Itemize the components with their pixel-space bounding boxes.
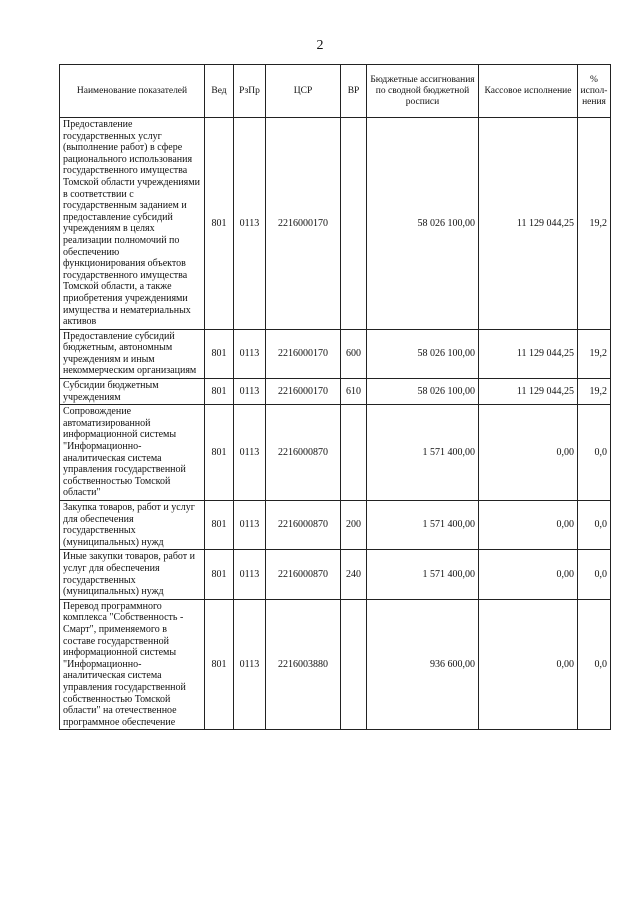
row-assignments: 58 026 100,00 [367,118,479,330]
row-vr [341,405,367,501]
table-row [60,599,611,730]
table-row [60,501,611,550]
row-assignments: 58 026 100,00 [367,329,479,378]
col-header-ved: Вед [205,65,234,118]
row-assignments: 58 026 100,00 [367,379,479,405]
table-row [60,405,611,501]
row-name: Иные закупки товаров, работ и услуг для обеспечения государственных (муниципальных) нужд [60,550,205,599]
row-rzpr: 0113 [234,379,266,405]
col-header-percent: % испол-нения [578,65,611,118]
row-ved: 801 [205,405,234,501]
row-vr: 240 [341,550,367,599]
row-rzpr: 0113 [234,118,266,330]
row-csr: 2216000170 [266,118,341,330]
row-ved: 801 [205,550,234,599]
row-vr [341,599,367,730]
col-header-rzpr: РзПр [234,65,266,118]
row-percent: 19,2 [578,118,611,330]
row-cash-execution: 11 129 044,25 [479,118,578,330]
row-name: Сопровождение автоматизированной информационной системы "Информационно-аналитическая система управления государственной собственностью Томской области" [60,405,205,501]
row-rzpr: 0113 [234,501,266,550]
row-percent: 0,0 [578,405,611,501]
row-ved: 801 [205,599,234,730]
row-cash-execution: 0,00 [479,599,578,730]
row-ved: 801 [205,118,234,330]
col-header-cash-execution: Кассовое исполнение [479,65,578,118]
row-csr: 2216003880 [266,599,341,730]
row-vr: 200 [341,501,367,550]
row-csr: 2216000870 [266,405,341,501]
col-header-name: Наименование показателей [60,65,205,118]
row-assignments: 1 571 400,00 [367,405,479,501]
row-ved: 801 [205,501,234,550]
row-name: Субсидии бюджетным учреждениям [60,379,205,405]
row-vr [341,118,367,330]
row-rzpr: 0113 [234,550,266,599]
budget-table [59,64,611,730]
row-name: Предоставление государственных услуг (выполнение работ) в сфере рационального использования государственного имущества Томской области учреждениями в соответствии с государственным заданием и предоставление субсидий учреждениям в целях реализации полномочий по обеспечению функционирования объектов государственного имущества Томской области, а также приобретения учреждениями имущества и нематериальных активов [60,118,205,330]
table-header-row [60,65,611,118]
col-header-vr: ВР [341,65,367,118]
row-ved: 801 [205,329,234,378]
row-percent: 19,2 [578,329,611,378]
row-name: Предоставление субсидий бюджетным, автономным учреждениям и иным некоммерческим организациям [60,329,205,378]
row-percent: 19,2 [578,379,611,405]
col-header-assignments: Бюджетные ассигнования по сводной бюджетной росписи [367,65,479,118]
row-cash-execution: 0,00 [479,550,578,599]
col-header-csr: ЦСР [266,65,341,118]
table-row [60,379,611,405]
page-number: 2 [316,38,324,53]
row-cash-execution: 11 129 044,25 [479,379,578,405]
row-vr: 600 [341,329,367,378]
row-assignments: 1 571 400,00 [367,501,479,550]
row-rzpr: 0113 [234,599,266,730]
row-assignments: 936 600,00 [367,599,479,730]
table-row [60,329,611,378]
table-row [60,550,611,599]
row-cash-execution: 0,00 [479,405,578,501]
row-csr: 2216000170 [266,329,341,378]
row-percent: 0,0 [578,599,611,730]
row-percent: 0,0 [578,501,611,550]
row-percent: 0,0 [578,550,611,599]
row-csr: 2216000170 [266,379,341,405]
row-ved: 801 [205,379,234,405]
row-rzpr: 0113 [234,405,266,501]
row-cash-execution: 0,00 [479,501,578,550]
table-row [60,118,611,330]
row-name: Закупка товаров, работ и услуг для обеспечения государственных (муниципальных) нужд [60,501,205,550]
row-csr: 2216000870 [266,550,341,599]
row-assignments: 1 571 400,00 [367,550,479,599]
row-cash-execution: 11 129 044,25 [479,329,578,378]
row-vr: 610 [341,379,367,405]
row-name: Перевод программного комплекса "Собственность - Смарт", применяемого в составе государственной информационной системы "Информационно-аналитическая система управления государственной собственностью Томской области" на отечественное программное обеспечение [60,599,205,730]
row-csr: 2216000870 [266,501,341,550]
row-rzpr: 0113 [234,329,266,378]
